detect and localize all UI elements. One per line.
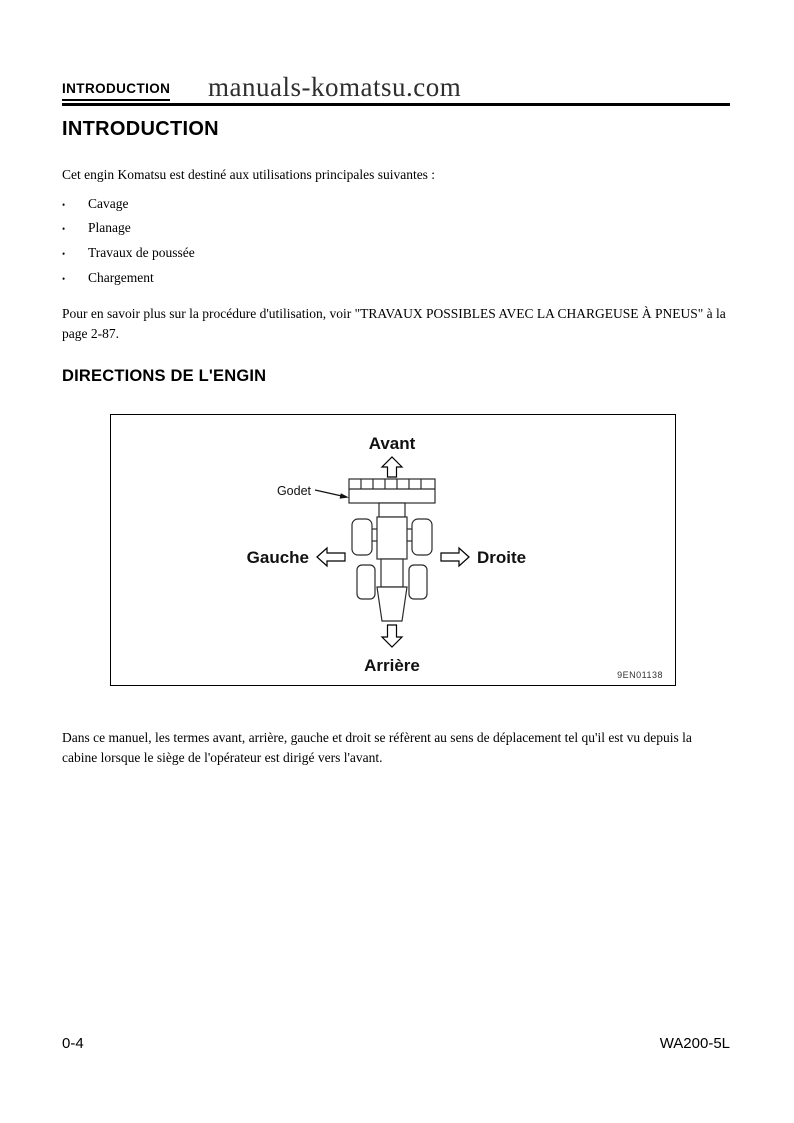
counterweight-shape (377, 587, 407, 621)
list-item-label: Planage (88, 220, 131, 236)
down-arrow-icon (382, 625, 402, 647)
machine-directions-figure (110, 414, 676, 686)
page-title: INTRODUCTION (62, 118, 219, 140)
intro-paragraph: Cet engin Komatsu est destiné aux utilisations principales suivantes : (62, 167, 436, 182)
list-item (62, 219, 730, 238)
up-arrow-icon (382, 457, 402, 477)
front-frame-shape (377, 517, 407, 559)
front-label: Avant (368, 434, 416, 454)
bullet-list (62, 195, 730, 289)
page-content (62, 72, 730, 767)
boom-shape (379, 503, 405, 517)
list-item-label: Cavage (88, 195, 129, 211)
list-item (62, 244, 730, 263)
rear-label: Arrière (364, 656, 420, 676)
running-header (62, 72, 730, 106)
bucket-shape (349, 479, 435, 503)
note-paragraph: Dans ce manuel, les termes avant, arrière, gauche et droit se réfèrent au sens de déplacement tel qu'il est vu depuis la cabine lorsque le siège de l'opérateur est dirigé vers l'avant. (62, 730, 692, 765)
list-item (62, 195, 730, 214)
bucket-label: Godet (276, 484, 311, 499)
page-number: 0-4 (62, 1035, 84, 1052)
rear-right-wheel (409, 565, 427, 599)
rear-frame-shape (381, 559, 403, 587)
right-arrow-icon (441, 548, 469, 566)
list-item (62, 269, 730, 288)
list-item-label: Chargement (88, 270, 154, 286)
more-info-paragraph: Pour en savoir plus sur la procédure d'utilisation, voir "TRAVAUX POSSIBLES AVEC LA CHARGEUSE À PNEUS" à la page 2-87. (62, 306, 726, 341)
bullet-icon: • (62, 249, 66, 260)
right-label: Droite (477, 548, 527, 568)
bullet-icon: • (62, 199, 66, 210)
bucket-pointer-arrow-icon (315, 490, 349, 499)
bullet-icon: • (62, 224, 66, 235)
figure-code: 9EN01138 (617, 670, 663, 681)
bullet-icon: • (62, 274, 66, 285)
header-rule (62, 103, 730, 106)
left-label: Gauche (246, 548, 309, 568)
left-arrow-icon (317, 548, 345, 566)
model-number: WA200-5L (659, 1035, 730, 1052)
front-right-wheel (412, 519, 432, 555)
running-header-title: INTRODUCTION (62, 81, 170, 101)
list-item-label: Travaux de poussée (88, 245, 195, 261)
wheel-loader-drawing (349, 479, 435, 621)
rear-left-wheel (357, 565, 375, 599)
watermark-text: manuals-komatsu.com (208, 72, 462, 102)
section-title: DIRECTIONS DE L'ENGIN (62, 367, 267, 386)
front-left-wheel (352, 519, 372, 555)
wheel-loader-top-view-diagram (111, 415, 677, 687)
